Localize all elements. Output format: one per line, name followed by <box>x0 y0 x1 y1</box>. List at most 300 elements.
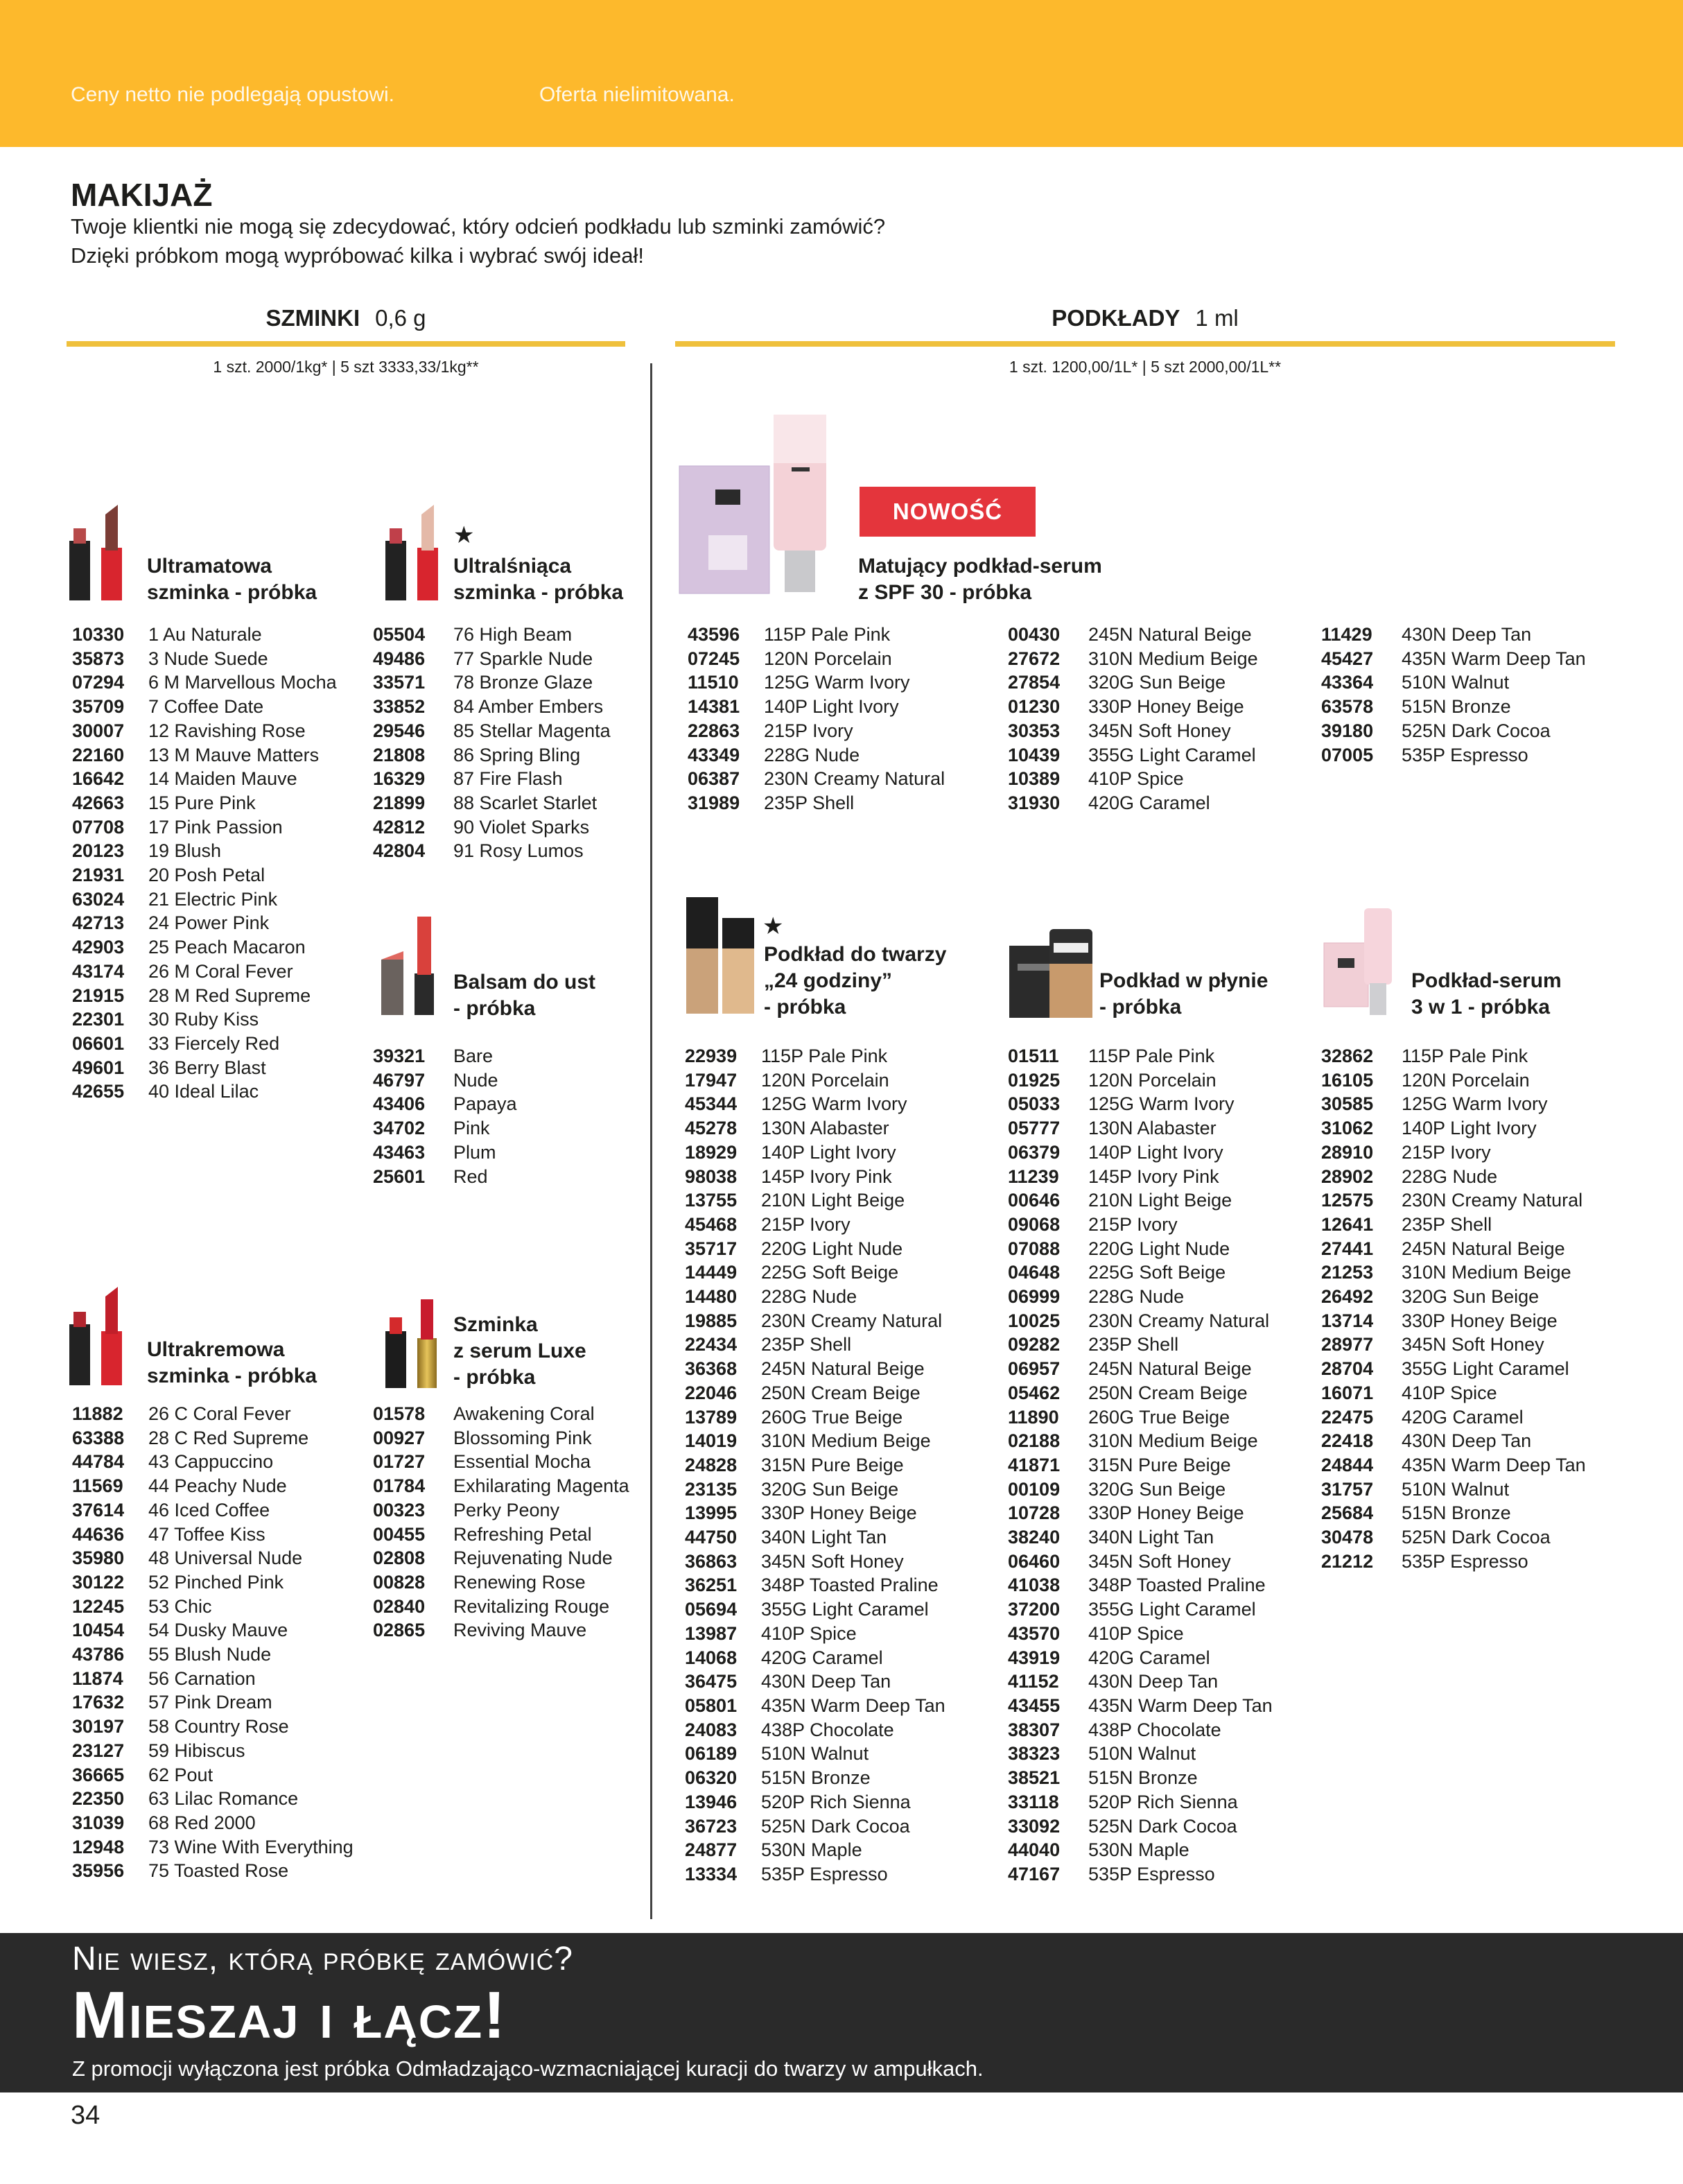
list-item <box>72 1007 337 1032</box>
list-item <box>1321 1044 1586 1068</box>
shade-name: 54 Dusky Mauve <box>148 1620 288 1641</box>
shade-name: 30 Ruby Kiss <box>148 1009 259 1030</box>
list-item <box>72 1811 354 1835</box>
shade-name: 535P Espresso <box>761 1863 888 1884</box>
list-item <box>72 1739 354 1763</box>
product-code: 16105 <box>1321 1069 1374 1091</box>
product-code: 16071 <box>1321 1382 1374 1403</box>
shade-name: 3 Nude Suede <box>148 648 268 669</box>
product-code: 05777 <box>1008 1118 1061 1139</box>
list-item <box>373 791 611 815</box>
product-code: 36863 <box>685 1550 738 1572</box>
product-code: 10389 <box>1008 768 1061 790</box>
shade-name: 515N Bronze <box>1402 1502 1511 1524</box>
shade-name: 230N Creamy Natural <box>761 1310 943 1331</box>
list-item <box>72 1595 354 1619</box>
balsam-title: Balsam do ust - próbka <box>453 971 596 1020</box>
list-item <box>685 1141 945 1165</box>
product-code: 33118 <box>1008 1791 1059 1812</box>
list-item <box>1008 695 1258 719</box>
product-code: 43596 <box>688 624 740 645</box>
product-code: 14449 <box>685 1262 738 1283</box>
list-item <box>72 1498 354 1523</box>
product-code: 36368 <box>685 1358 738 1380</box>
product-code: 44750 <box>685 1527 738 1548</box>
shade-name: Red <box>453 1165 488 1187</box>
product-code: 43919 <box>1008 1647 1061 1668</box>
product-code: 25601 <box>373 1165 426 1187</box>
matujacy-shade-list-3 <box>1321 623 1586 767</box>
list-item <box>72 695 337 719</box>
list-item <box>72 767 337 791</box>
product-code: 98038 <box>685 1165 738 1187</box>
list-item <box>1321 1429 1586 1453</box>
shade-name: 210N Light Beige <box>1088 1190 1232 1211</box>
shade-name: 36 Berry Blast <box>148 1057 266 1078</box>
product-code: 11429 <box>1321 624 1372 645</box>
plynie-foundation-image <box>1006 922 1097 1019</box>
balsam-shade-list <box>373 1044 517 1188</box>
product-code: 24877 <box>685 1839 738 1861</box>
plynie-title: Podkład w płynie - próbka <box>1099 969 1268 1019</box>
list-item <box>373 1618 629 1643</box>
product-code: 14068 <box>685 1647 738 1668</box>
shade-name: 230N Creamy Natural <box>764 768 945 790</box>
product-code: 44784 <box>72 1451 125 1473</box>
list-item <box>685 1622 945 1646</box>
list-item <box>1008 1597 1273 1622</box>
intro-line-1: Twoje klientki nie mogą się zdecydować, który odcień podkładu lub szminki zamówić? <box>71 214 886 239</box>
product-code: 29546 <box>373 720 426 741</box>
product-code: 28910 <box>1321 1141 1374 1163</box>
list-item <box>373 1092 517 1116</box>
list-item <box>373 1450 629 1474</box>
product-code: 38307 <box>1008 1719 1061 1740</box>
product-code: 07294 <box>72 672 125 693</box>
shade-name: 510N Walnut <box>761 1743 869 1765</box>
product-code: 06601 <box>72 1032 125 1054</box>
list-item <box>373 1044 517 1068</box>
list-item <box>72 1450 354 1474</box>
list-item <box>72 1690 354 1715</box>
product-code: 39321 <box>373 1046 426 1066</box>
shade-name: Papaya <box>453 1093 517 1115</box>
list-item <box>373 815 611 840</box>
list-item <box>688 623 945 647</box>
list-item <box>685 1525 945 1550</box>
intro-text <box>71 212 1110 270</box>
product-code: 44040 <box>1008 1839 1061 1861</box>
shade-name: 345N Soft Honey <box>761 1550 904 1572</box>
list-item <box>1008 719 1258 743</box>
list-item <box>685 1116 945 1141</box>
list-item <box>685 1068 945 1093</box>
product-code: 33852 <box>373 696 426 718</box>
list-item <box>688 695 945 719</box>
list-item <box>685 1597 945 1622</box>
list-item <box>72 1426 354 1450</box>
product-code: 06957 <box>1008 1358 1061 1380</box>
podklady-heading <box>675 305 1615 331</box>
product-code: 22939 <box>685 1046 738 1066</box>
list-item <box>72 623 337 647</box>
product-code: 11239 <box>1008 1165 1059 1187</box>
product-code: 32862 <box>1321 1046 1374 1066</box>
ultrakremowa-title: Ultrakremowa szminka - próbka <box>147 1338 317 1387</box>
shade-name: 310N Medium Beige <box>1088 1430 1258 1452</box>
list-item <box>1008 1525 1273 1550</box>
product-code: 24083 <box>685 1719 738 1740</box>
list-item <box>72 887 337 912</box>
list-item <box>1008 670 1258 695</box>
product-code: 01925 <box>1008 1069 1061 1091</box>
shade-name: Awakening Coral <box>453 1403 595 1424</box>
shade-name: 355G Light Caramel <box>1088 1599 1256 1620</box>
product-code: 11569 <box>72 1475 123 1497</box>
shade-name: 56 Carnation <box>148 1667 256 1689</box>
shade-name: 58 Country Rose <box>148 1716 289 1737</box>
list-item <box>1008 1260 1273 1285</box>
product-code: 10330 <box>72 624 125 645</box>
product-code: 11890 <box>1008 1406 1059 1428</box>
product-code: 30197 <box>72 1716 125 1737</box>
list-item <box>1321 1092 1586 1116</box>
product-code: 43406 <box>373 1093 426 1115</box>
shade-name: Essential Mocha <box>453 1451 591 1473</box>
list-item <box>685 1670 945 1694</box>
list-item <box>1008 1357 1273 1381</box>
product-code: 36723 <box>685 1815 738 1837</box>
shade-name: 228G Nude <box>764 744 860 765</box>
shade-name: 320G Sun Beige <box>1402 1286 1540 1308</box>
product-code: 09068 <box>1008 1213 1061 1235</box>
list-item <box>1008 1188 1273 1213</box>
product-code: 37200 <box>1008 1599 1061 1620</box>
shade-name: 410P Spice <box>761 1622 857 1644</box>
shade-name: 215P Ivory <box>764 720 853 741</box>
shade-name: 57 Pink Dream <box>148 1692 272 1713</box>
shade-name: 125G Warm Ivory <box>1402 1093 1548 1115</box>
product-code: 01784 <box>373 1475 426 1497</box>
product-code: 01511 <box>1008 1046 1059 1066</box>
list-item <box>373 1546 629 1570</box>
shade-name: 75 Toasted Rose <box>148 1860 289 1882</box>
list-item <box>1321 1477 1586 1502</box>
podklady-heading-label: PODKŁADY <box>1052 305 1180 331</box>
list-item <box>373 1402 629 1426</box>
list-item <box>72 1474 354 1498</box>
list-item <box>1321 1405 1586 1430</box>
ultramatowa-lipstick-image <box>67 499 133 600</box>
shade-name: 230N Creamy Natural <box>1402 1190 1583 1211</box>
list-item <box>688 743 945 768</box>
product-code: 31989 <box>688 792 740 813</box>
shade-name: 260G True Beige <box>1088 1406 1230 1428</box>
podklad24-bottle-image <box>682 894 757 1016</box>
shade-name: Refreshing Petal <box>453 1523 592 1545</box>
luxe-shade-list <box>373 1402 629 1643</box>
shade-name: 410P Spice <box>1088 1622 1184 1644</box>
list-item <box>1321 1165 1586 1189</box>
product-code: 28902 <box>1321 1165 1374 1187</box>
product-code: 35873 <box>72 648 125 669</box>
product-code: 43786 <box>72 1644 125 1665</box>
list-item <box>1321 1213 1586 1237</box>
list-item <box>373 719 611 743</box>
shade-name: 355G Light Caramel <box>1402 1358 1569 1380</box>
shade-name: 91 Rosy Lumos <box>453 840 584 862</box>
shade-name: 78 Bronze Glaze <box>453 672 593 693</box>
list-item <box>373 839 611 863</box>
list-item <box>72 1763 354 1787</box>
product-code: 10025 <box>1008 1310 1061 1331</box>
list-item <box>373 1570 629 1595</box>
shade-name: 340N Light Tan <box>761 1527 887 1548</box>
shade-name: 320G Sun Beige <box>761 1478 899 1500</box>
shade-name: Reviving Mauve <box>453 1620 587 1641</box>
product-code: 10454 <box>72 1620 125 1641</box>
shade-name: Perky Peony <box>453 1499 560 1520</box>
product-code: 07088 <box>1008 1238 1061 1259</box>
shade-name: 430N Deep Tan <box>1088 1671 1219 1692</box>
product-code: 33092 <box>1008 1815 1061 1837</box>
shade-name: 120N Porcelain <box>764 648 892 669</box>
list-item <box>685 1573 945 1597</box>
ultrakremowa-shade-list <box>72 1402 354 1883</box>
list-item <box>1008 1044 1273 1068</box>
product-code: 42663 <box>72 792 125 813</box>
product-code: 45278 <box>685 1118 738 1139</box>
shade-name: 535P Espresso <box>1088 1863 1215 1884</box>
product-code: 63024 <box>72 888 125 910</box>
ultrakremowa-lipstick-image <box>67 1281 133 1385</box>
list-item <box>1321 1501 1586 1525</box>
product-code: 22046 <box>685 1382 738 1403</box>
shade-name: 430N Deep Tan <box>1402 624 1532 645</box>
shade-name: Pink <box>453 1118 490 1139</box>
list-item <box>1008 1116 1273 1141</box>
list-item <box>72 960 337 984</box>
list-item <box>1008 1381 1273 1405</box>
shade-name: 348P Toasted Praline <box>761 1575 939 1596</box>
product-code: 16329 <box>373 768 426 790</box>
list-item <box>685 1429 945 1453</box>
list-item <box>373 1116 517 1141</box>
shade-name: 84 Amber Embers <box>453 696 604 718</box>
shade-name: 348P Toasted Praline <box>1088 1575 1266 1596</box>
ultralsniaca-title: Ultralśniąca szminka - próbka <box>453 555 624 604</box>
shade-name: 46 Iced Coffee <box>148 1499 270 1520</box>
shade-name: 420G Caramel <box>1402 1406 1524 1428</box>
shade-name: 13 M Mauve Matters <box>148 744 320 765</box>
shade-name: 340N Light Tan <box>1088 1527 1214 1548</box>
list-item <box>1321 1188 1586 1213</box>
list-item <box>1008 647 1258 671</box>
szminki-size: 0,6 g <box>375 305 426 331</box>
product-code: 45344 <box>685 1093 738 1115</box>
shade-name: 235P Shell <box>761 1334 852 1355</box>
shade-name: 250N Cream Beige <box>761 1382 921 1403</box>
list-item <box>1008 743 1258 768</box>
product-code: 06999 <box>1008 1286 1061 1308</box>
shade-name: 515N Bronze <box>1402 696 1511 718</box>
list-item <box>72 647 337 671</box>
product-code: 05462 <box>1008 1382 1061 1403</box>
product-code: 14381 <box>688 696 740 718</box>
product-code: 41038 <box>1008 1575 1061 1596</box>
product-code: 11874 <box>72 1667 123 1689</box>
shade-name: 435N Warm Deep Tan <box>1402 1454 1586 1475</box>
product-code: 13946 <box>685 1791 738 1812</box>
list-item <box>685 1237 945 1261</box>
product-code: 00646 <box>1008 1190 1061 1211</box>
page-title: MAKIJAŻ <box>71 177 213 213</box>
product-code: 00323 <box>373 1499 426 1520</box>
product-code: 24844 <box>1321 1454 1374 1475</box>
list-item <box>1008 1309 1273 1333</box>
product-code: 28977 <box>1321 1334 1374 1355</box>
product-code: 13714 <box>1321 1310 1374 1331</box>
shade-name: 28 M Red Supreme <box>148 985 311 1006</box>
list-item <box>685 1862 945 1887</box>
shade-name: 55 Blush Nude <box>148 1644 272 1665</box>
product-code: 63388 <box>72 1427 125 1448</box>
serum3w1-shade-list <box>1321 1044 1586 1573</box>
shade-name: 73 Wine With Everything <box>148 1836 354 1857</box>
shade-name: 12 Ravishing Rose <box>148 720 306 741</box>
matujacy-title: Matujący podkład-serum z SPF 30 - próbka <box>858 555 1102 604</box>
shade-name: 130N Alabaster <box>761 1118 889 1139</box>
list-item <box>1321 1357 1586 1381</box>
product-code: 42804 <box>373 840 426 862</box>
shade-name: 125G Warm Ivory <box>764 672 910 693</box>
product-code: 22418 <box>1321 1430 1374 1452</box>
list-item <box>373 1141 517 1165</box>
shade-name: 59 Hibiscus <box>148 1740 245 1761</box>
shade-name: 435N Warm Deep Tan <box>1088 1695 1273 1716</box>
list-item <box>373 743 611 768</box>
shade-name: 510N Walnut <box>1402 672 1510 693</box>
product-code: 41152 <box>1008 1671 1059 1692</box>
serum3w1-title: Podkład-serum 3 w 1 - próbka <box>1411 969 1562 1019</box>
shade-name: Rejuvenating Nude <box>453 1548 613 1569</box>
product-code: 01230 <box>1008 696 1061 718</box>
shade-name: Plum <box>453 1141 496 1163</box>
product-code: 22475 <box>1321 1406 1374 1428</box>
list-item <box>1008 1622 1273 1646</box>
shade-name: 48 Universal Nude <box>148 1548 303 1569</box>
product-code: 43364 <box>1321 672 1374 693</box>
list-item <box>72 1787 354 1811</box>
product-code: 23135 <box>685 1478 738 1500</box>
shade-name: 86 Spring Bling <box>453 744 581 765</box>
shade-name: 87 Fire Flash <box>453 768 563 790</box>
topbar-note-unlimited: Oferta nielimitowana. <box>539 83 735 106</box>
podklady-price: 1 szt. 1200,00/1L* | 5 szt 2000,00/1L** <box>1009 358 1282 376</box>
shade-name: 33 Fiercely Red <box>148 1032 280 1054</box>
list-item <box>72 1618 354 1643</box>
list-item <box>1321 1333 1586 1357</box>
product-code: 28704 <box>1321 1358 1374 1380</box>
product-code: 17632 <box>72 1692 125 1713</box>
shade-name: 145P Ivory Pink <box>1088 1165 1219 1187</box>
list-item <box>1321 719 1586 743</box>
list-item <box>685 1405 945 1430</box>
list-item <box>72 1667 354 1691</box>
list-item <box>72 935 337 960</box>
shade-name: 21 Electric Pink <box>148 888 278 910</box>
list-item <box>72 1080 337 1104</box>
list-item <box>72 815 337 840</box>
product-code: 31930 <box>1008 792 1061 813</box>
list-item <box>1008 1092 1273 1116</box>
podklad24-title: Podkład do twarzy „24 godziny” - próbka <box>764 943 947 1019</box>
list-item <box>1008 1790 1273 1814</box>
product-code: 21915 <box>72 985 125 1006</box>
shade-name: 345N Soft Honey <box>1088 1550 1231 1572</box>
shade-name: Exhilarating Magenta <box>453 1475 629 1497</box>
list-item <box>1321 743 1586 768</box>
shade-name: 120N Porcelain <box>761 1069 889 1091</box>
shade-name: 420G Caramel <box>761 1647 883 1668</box>
ultramatowa-title: Ultramatowa szminka - próbka <box>147 555 317 604</box>
list-item <box>1008 1838 1273 1862</box>
shade-name: 410P Spice <box>1402 1382 1497 1403</box>
list-item <box>72 1402 354 1426</box>
list-item <box>373 767 611 791</box>
podklady-underline <box>675 341 1615 347</box>
product-code: 47167 <box>1008 1863 1061 1884</box>
shade-name: 530N Maple <box>761 1839 862 1861</box>
list-item <box>1008 1477 1273 1502</box>
shade-name: 355G Light Caramel <box>1088 744 1256 765</box>
shade-name: 438P Chocolate <box>1088 1719 1221 1740</box>
product-code: 33571 <box>373 672 426 693</box>
product-code: 21899 <box>373 792 426 813</box>
serum3w1-image <box>1321 905 1397 1019</box>
list-item <box>1008 1862 1273 1887</box>
list-item <box>72 1546 354 1570</box>
list-item <box>685 1814 945 1839</box>
shade-name: 230N Creamy Natural <box>1088 1310 1270 1331</box>
product-code: 13789 <box>685 1406 738 1428</box>
shade-name: 435N Warm Deep Tan <box>761 1695 945 1716</box>
list-item <box>685 1766 945 1790</box>
list-item <box>1008 1068 1273 1093</box>
shade-name: 345N Soft Honey <box>1088 720 1231 741</box>
list-item <box>1321 670 1586 695</box>
product-code: 00828 <box>373 1571 426 1593</box>
product-code: 04648 <box>1008 1262 1061 1283</box>
product-code: 26492 <box>1321 1286 1374 1308</box>
shade-name: 19 Blush <box>148 840 222 862</box>
product-code: 43455 <box>1008 1695 1061 1716</box>
list-item <box>1321 1141 1586 1165</box>
product-code: 12948 <box>72 1836 125 1857</box>
shade-name: 47 Toffee Kiss <box>148 1523 265 1545</box>
shade-name: 228G Nude <box>1088 1286 1185 1308</box>
product-code: 12245 <box>72 1595 125 1617</box>
list-item <box>72 911 337 935</box>
shade-name: 515N Bronze <box>761 1767 871 1789</box>
product-code: 06379 <box>1008 1141 1061 1163</box>
szminki-price: 1 szt. 2000/1kg* | 5 szt 3333,33/1kg** <box>213 358 479 376</box>
shade-name: 120N Porcelain <box>1402 1069 1530 1091</box>
product-code: 06189 <box>685 1743 738 1765</box>
ultramatowa-shade-list <box>72 623 337 1104</box>
list-item <box>685 1092 945 1116</box>
shade-name: 310N Medium Beige <box>761 1430 931 1452</box>
